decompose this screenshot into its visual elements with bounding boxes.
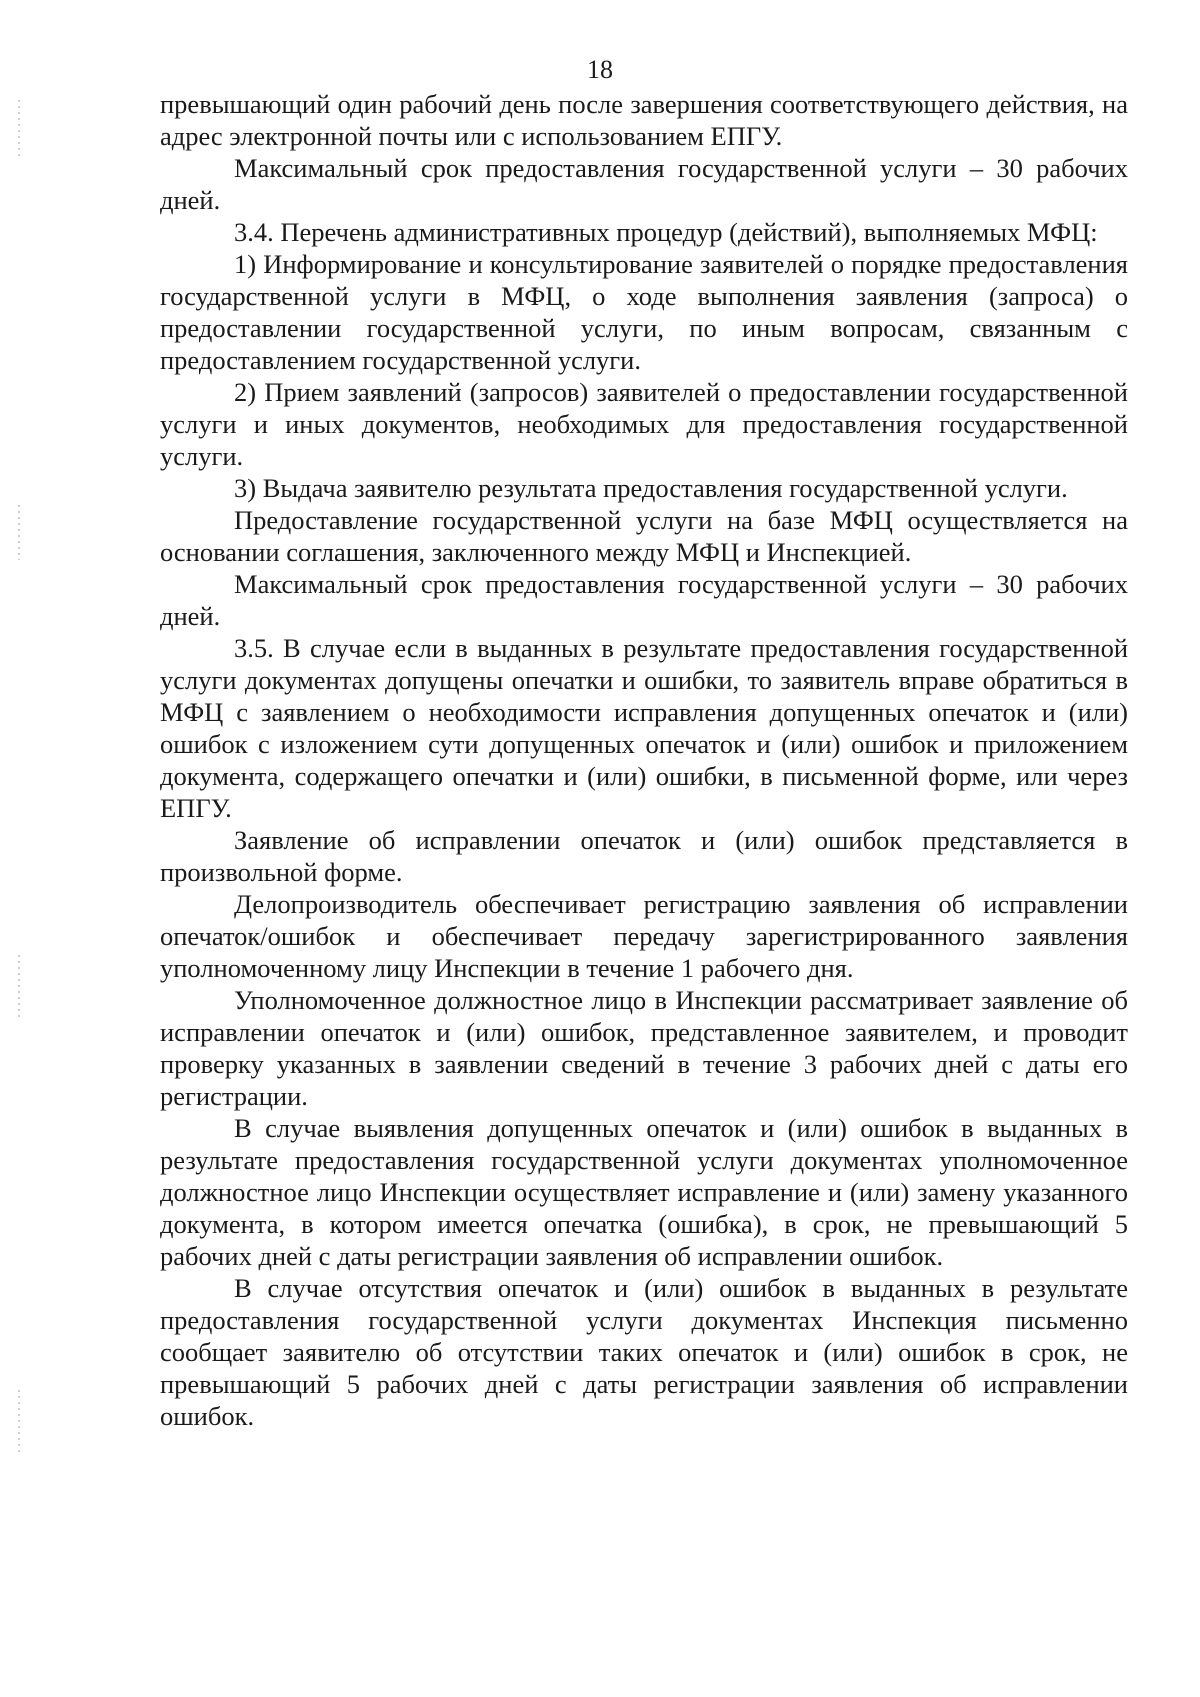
scan-margin-mark (18, 955, 20, 1020)
scan-margin-mark (18, 505, 20, 560)
paragraph: превышающий один рабочий день после завершения соответствующего действия, на адрес электронной почты или с использованием ЕПГУ. (160, 89, 1128, 151)
paragraph: Уполномоченное должностное лицо в Инспекции рассматривает заявление об исправлении опечаток и (или) ошибок, представленное заявителем, и проводит проверку указанных в заявлении сведений в течение 3 рабочих дней с даты его регистрации. (160, 985, 1128, 1111)
list-item: 1) Информирование и консультирование заявителей о порядке предоставления государственной услуги в МФЦ, о ходе выполнения заявления (запроса) о предоставлении государственной услуги, по иным вопросам, связанным с предоставлением государственной услуги. (160, 249, 1128, 375)
list-item: 2) Прием заявлений (запросов) заявителей о предоставлении государственной услуги и иных документов, необходимых для предоставления государственной услуги. (160, 377, 1128, 471)
paragraph: Максимальный срок предоставления государственной услуги – 30 рабочих дней. (160, 153, 1128, 215)
paragraph: 3.5. В случае если в выданных в результате предоставления государственной услуги документах допущены опечатки и ошибки, то заявитель вправе обратиться в МФЦ с заявлением о необходимости исправления допущенных опечаток и (или) ошибок с изложением сути допущенных опечаток и (или) ошибок и приложением документа, содержащего опечатки и (или) ошибки, в письменной форме, или через ЕПГУ. (160, 633, 1128, 823)
paragraph: Предоставление государственной услуги на базе МФЦ осуществляется на основании соглашения, заключенного между МФЦ и Инспекцией. (160, 505, 1128, 567)
paragraph: В случае отсутствия опечаток и (или) ошибок в выданных в результате предоставления государственной услуги документах Инспекция письменно сообщает заявителю об отсутствии таких опечаток и (или) ошибок в срок, не превышающий 5 рабочих дней с даты регистрации заявления об исправлении ошибок. (160, 1273, 1128, 1431)
page-number: 18 (587, 55, 613, 84)
paragraph: Максимальный срок предоставления государственной услуги – 30 рабочих дней. (160, 569, 1128, 631)
paragraph: Заявление об исправлении опечаток и (или) ошибок представляется в произвольной форме. (160, 825, 1128, 887)
paragraph: 3.4. Перечень административных процедур (действий), выполняемых МФЦ: (234, 217, 1098, 247)
scan-margin-mark (18, 1390, 20, 1455)
scan-margin-mark (18, 100, 20, 160)
paragraph: В случае выявления допущенных опечаток и (или) ошибок в выданных в результате предоставления государственной услуги документах уполномоченное должностное лицо Инспекции осуществляет исправление и (или) замену указанного документа, в котором имеется опечатка (ошибка), в срок, не превышающий 5 рабочих дней с даты регистрации заявления об исправлении ошибок. (160, 1113, 1128, 1271)
document-body (160, 88, 1128, 1432)
list-item: 3) Выдача заявителю результата предоставления государственной услуги. (234, 473, 1068, 503)
paragraph: Делопроизводитель обеспечивает регистрацию заявления об исправлении опечаток/ошибок и обеспечивает передачу зарегистрированного заявления уполномоченному лицу Инспекции в течение 1 рабочего дня. (160, 889, 1128, 983)
